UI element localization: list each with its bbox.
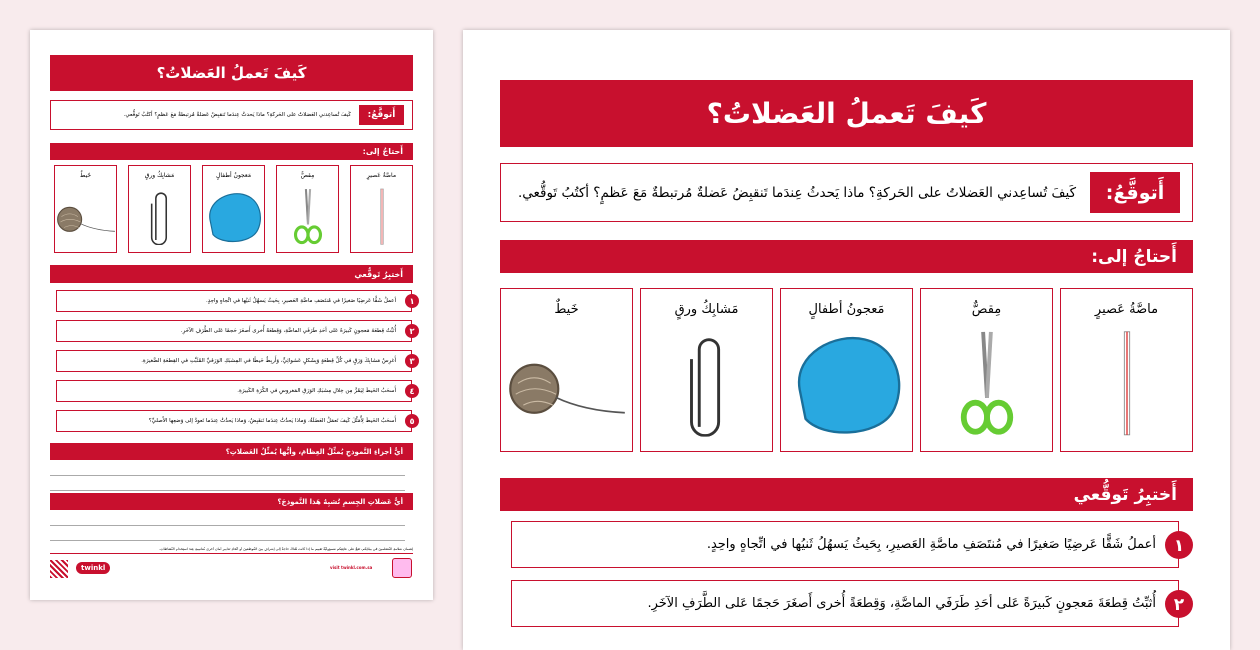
step-text: أُثبِّتُ قِطعَةَ مَعجونٍ كَبيرَةً عَلى أحَدِ طَرَفَي الماصَّةِ، وَقِطعَةً أُخرى أَصغَرَ حَجمًا عَلى الطَّرَفِ الآخَرِ.	[180, 328, 396, 334]
material-label: مَشابِكُ ورقٍ	[144, 172, 175, 179]
need-band	[500, 240, 1193, 273]
material-label: خَيطٌ	[79, 172, 92, 179]
qr-code-icon	[50, 560, 68, 578]
step-row	[511, 580, 1179, 627]
step-number: ٢	[1165, 590, 1193, 618]
play-dough-image	[204, 188, 264, 245]
material-label: خَيطٌ	[554, 302, 579, 317]
play-dough-image	[787, 330, 907, 437]
material-label: ماصَّةُ عَصيرٍ	[366, 172, 397, 179]
test-heading: أَختبِرُ تَوقُّعي	[1073, 484, 1177, 505]
string-image	[507, 330, 627, 437]
material-item	[920, 288, 1053, 452]
step-row	[56, 350, 412, 372]
scissors-image	[278, 188, 338, 245]
page-thumbnail[interactable]	[30, 30, 433, 600]
answer-line	[50, 525, 405, 526]
predict-box	[500, 163, 1193, 222]
step-number: ١	[405, 294, 419, 308]
footer-url[interactable]: visit twinkl.com.sa	[330, 565, 373, 570]
title-band	[50, 55, 413, 91]
paper-clip-image	[130, 188, 190, 245]
material-label: مِقصٌّ	[971, 302, 1002, 317]
material-item	[54, 165, 117, 253]
step-text: أُثبِّتُ قِطعَةَ مَعجونٍ كَبيرَةً عَلى أحَدِ طَرَفَي الماصَّةِ، وَقِطعَةً أُخرى أَصغَرَ حَجمًا عَلى الطَّرَفِ الآخَرِ.	[647, 596, 1156, 611]
step-text: أَسحَبُ الخَيطَ لِيَمُرَّ مِن خِلالِ مِشبَكِ الوَرَقِ المَغروسِ في الكُرَةِ الكَبيرَةِ.	[237, 388, 396, 394]
step-text: أعملُ شَقًّا عَرضِيًا صَغيرًا في مُنتَصَفِ ماصَّةِ العَصيرِ، بِحَيثُ يَسهُلُ ثَنيُها في اتِّجاهٍ واحِدٍ.	[706, 537, 1156, 552]
straw-image	[352, 188, 412, 245]
step-number: ٥	[405, 414, 419, 428]
answer-line	[50, 540, 405, 541]
material-label: مِقصٌّ	[300, 172, 315, 179]
step-number: ٢	[405, 324, 419, 338]
paper-clip-image	[647, 330, 767, 437]
answer-line	[50, 490, 405, 491]
answer-line	[50, 475, 405, 476]
badge-icon	[392, 558, 412, 578]
step-row	[511, 521, 1179, 568]
material-item	[276, 165, 339, 253]
question-band-2	[50, 493, 413, 510]
material-item	[202, 165, 265, 253]
page-title: كَيفَ تَعملُ العَضلاتُ؟	[156, 64, 307, 82]
need-heading: أَحتاجُ إلى:	[362, 147, 403, 156]
footer-divider	[50, 553, 413, 554]
question-1: أيُّ أجزاءِ النَّموذجِ يُمثِّلُ العِظامَ، وأيُّها يُمثِّلُ العَضلاتِ؟	[225, 447, 403, 456]
need-band	[50, 143, 413, 160]
material-label: مَعجونُ أطفالٍ	[808, 302, 885, 317]
material-label: مَشابِكُ ورقٍ	[674, 302, 739, 317]
step-number: ٤	[405, 384, 419, 398]
page-zoomed[interactable]	[463, 30, 1230, 650]
scissors-image	[927, 330, 1047, 437]
straw-image	[1067, 330, 1187, 437]
test-band	[50, 265, 413, 283]
predict-box	[50, 100, 413, 130]
material-item	[128, 165, 191, 253]
step-text: أعملُ شَقًّا عَرضِيًا صَغيرًا في مُنتَصَفِ ماصَّةِ العَصيرِ، بِحَيثُ يَسهُلُ ثَنيُها في اتِّجاهٍ واحِدٍ.	[205, 298, 396, 304]
step-number: ٣	[405, 354, 419, 368]
predict-label: أَتوقَّعُ:	[359, 105, 404, 125]
material-item	[500, 288, 633, 452]
step-text: أَغرِسُ مَشابِكَ وَرَقٍ في كُلِّ قِطعَةٍ وَبِشَكلٍ عَشوائِيٍّ، وَأَربِطُ خَيطًا في المِشبَكِ الوَرَقيِّ المُثَبَّتِ في القِطعَةِ الصَّغيرَةِ.	[141, 358, 396, 364]
material-item	[640, 288, 773, 452]
material-label: ماصَّةُ عَصيرٍ	[1094, 302, 1159, 317]
question-band-1	[50, 443, 413, 460]
safety-note: لِضمانِ سَلامةِ المُتعلِّمينَ في بيئاتِكم، تَقعُ على عاتِقِكم مَسؤوليّةُ تَقييمِ ما إذا كانت هُناكَ حاجةٌ إلى إشرافٍ مِنَ المُوظَّفينَ أو اتّخاذِ تَدابيرِ أمانٍ أُخرى مُناسِبةٍ عِندَ استِخدامِ النَّشاطاتِ.	[159, 547, 413, 551]
test-heading: أَختبِرُ تَوقُّعي	[354, 269, 403, 279]
material-label: مَعجونُ أطفالٍ	[215, 172, 252, 179]
step-row	[56, 410, 412, 432]
need-heading: أَحتاجُ إلى:	[1091, 246, 1177, 267]
material-item	[1060, 288, 1193, 452]
title-band	[500, 80, 1193, 147]
step-row	[56, 380, 412, 402]
string-image	[56, 188, 116, 245]
material-item	[350, 165, 413, 253]
predict-label: أَتوقَّعُ:	[1090, 172, 1180, 213]
step-row	[56, 320, 412, 342]
step-text: أَسحَبُ الخَيطَ لِأُمَثِّلَ كَيفَ تَعمَلُ العَضَلَةُ، وَماذا يَحدُثُ عِندَما تَنقَبِضُ، وَماذا يَحدُثُ عِندَما تَعودُ إلى وَضعِها الأَصليِّ؟	[148, 418, 396, 424]
predict-question: كَيفَ تُساعِدني العَضلاتُ على الحَركةِ؟ ماذا يَحدثُ عِندَما تَنقبِضُ عَضلةٌ مُرتبطةٌ مَعَ عَظمٍ؟ أكتُبُ تَوقُّعي.	[517, 184, 1076, 201]
step-row	[56, 290, 412, 312]
question-2: أيُّ عَضلاتِ الجِسمِ تُشبِهُ هَذا النَّموذجَ؟	[277, 497, 403, 506]
page-title: كَيفَ تَعملُ العَضلاتُ؟	[706, 97, 987, 130]
step-number: ١	[1165, 531, 1193, 559]
twinkl-logo: twinkl	[76, 562, 110, 574]
test-band	[500, 478, 1193, 511]
predict-question: كَيفَ تُساعِدني العَضلاتُ على الحَركةِ؟ ماذا يَحدثُ عِندَما تَنقبِضُ عَضلةٌ مُرتبطةٌ مَعَ عَظمٍ؟ أكتُبُ تَوقُّعي.	[123, 112, 351, 118]
material-item	[780, 288, 913, 452]
